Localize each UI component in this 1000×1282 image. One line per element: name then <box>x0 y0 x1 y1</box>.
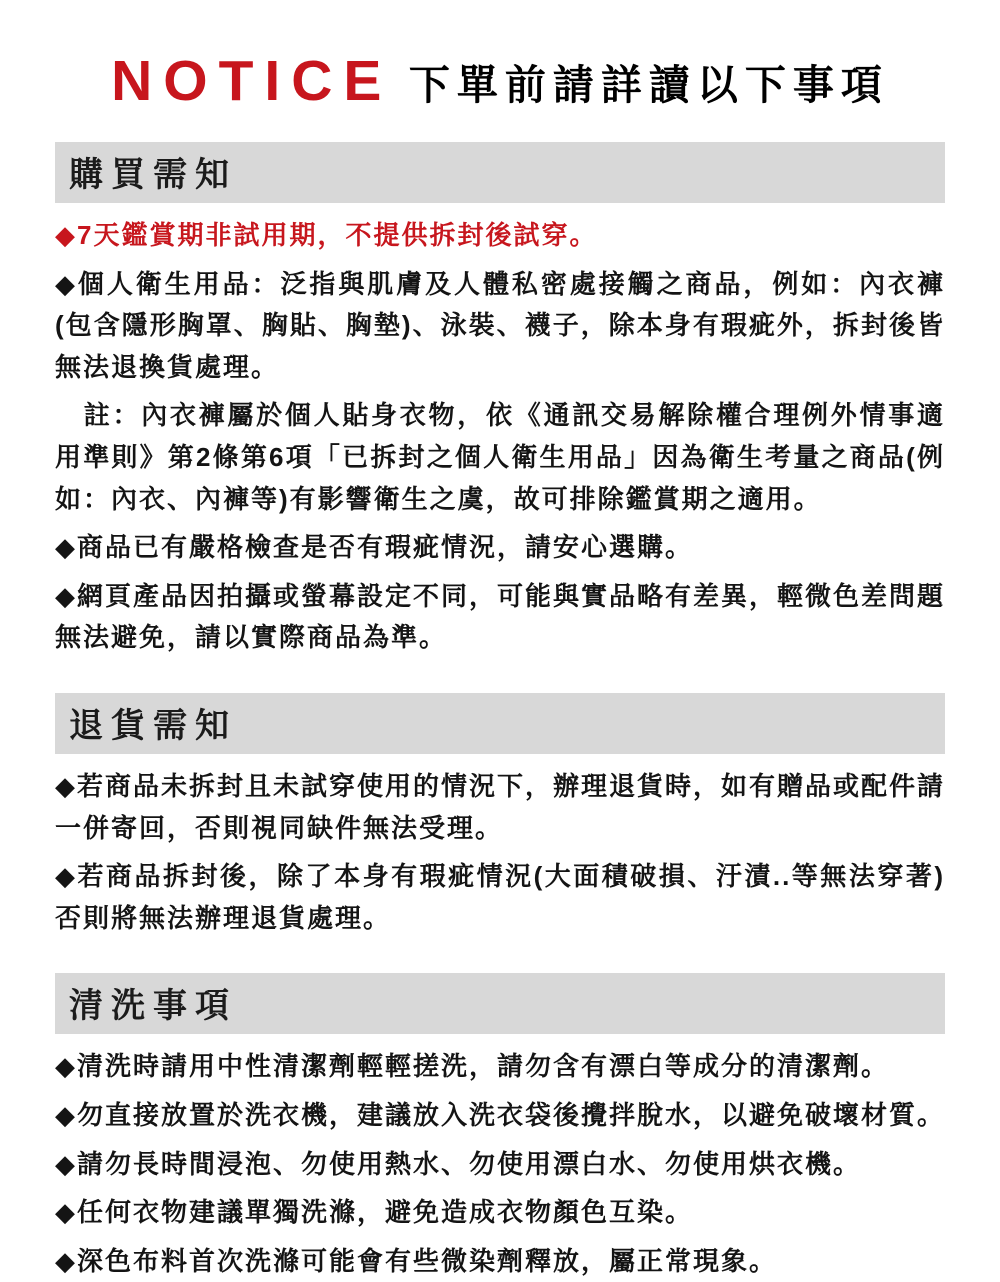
purchase-item-1: ◆7天鑑賞期非試用期，不提供拆封後試穿。 <box>55 220 598 250</box>
washing-item-5: ◆深色布料首次洗滌可能會有些微染劑釋放，屬正常現象。 <box>55 1245 777 1276</box>
return-item-1: ◆若商品未拆封且未試穿使用的情況下，辦理退貨時，如有贈品或配件請一併寄回，否則視同缺件無法受理。 <box>55 770 945 843</box>
purchase-item-3: ◆商品已有嚴格檢查是否有瑕疵情況，請安心選購。 <box>55 532 693 563</box>
section-heading-washing: 清洗事項 <box>55 973 945 1034</box>
page-title <box>55 48 945 114</box>
return-item-2: ◆若商品拆封後，除了本身有瑕疵情況(大面積破損、汙漬..等無法穿著)否則將無法辦理退貨處理。 <box>55 861 945 933</box>
notice-title-zh: 下單前請詳讀以下事項 <box>408 61 889 108</box>
purchase-item-2: ◆個人衛生用品：泛指與肌膚及人體私密處接觸之商品，例如：內衣褲(包含隱形胸罩、胸貼、胸墊)、泳裝、襪子，除本身有瑕疵外，拆封後皆無法退換貨處理。 <box>55 268 945 382</box>
section-heading-purchase: 購買需知 <box>55 142 945 203</box>
section-washing-notice <box>55 973 945 1282</box>
section-return-notice <box>55 693 945 939</box>
washing-item-2: ◆勿直接放置於洗衣機，建議放入洗衣袋後攪拌脫水，以避免破壞材質。 <box>55 1099 945 1130</box>
notice-title-en: NOTICE <box>111 49 393 113</box>
section-purchase-notice <box>55 142 945 659</box>
purchase-item-note: 註：內衣褲屬於個人貼身衣物，依《通訊交易解除權合理例外情事適用準則》第2條第6項「已拆封之個人衛生用品」因為衛生考量之商品(例如：內衣、內褲等)有影響衛生之虞，故可排除鑑賞期之適用。 <box>55 400 945 514</box>
purchase-item-4: ◆網頁產品因拍攝或螢幕設定不同，可能與實品略有差異，輕微色差問題無法避免，請以實際商品為準。 <box>55 580 945 653</box>
washing-item-3: ◆請勿長時間浸泡、勿使用熱水、勿使用漂白水、勿使用烘衣機。 <box>55 1148 861 1179</box>
washing-item-1: ◆清洗時請用中性清潔劑輕輕搓洗，請勿含有漂白等成分的清潔劑。 <box>55 1051 889 1082</box>
section-heading-return: 退貨需知 <box>55 693 945 754</box>
washing-item-4: ◆任何衣物建議單獨洗滌，避免造成衣物顏色互染。 <box>55 1197 693 1228</box>
